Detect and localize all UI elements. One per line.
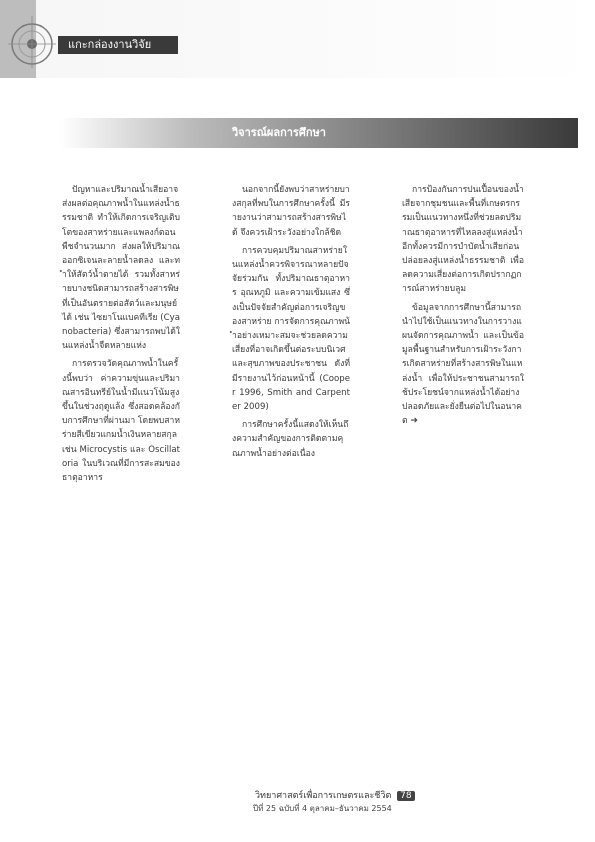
- paragraph: นอกจากนี้ยังพบว่าสาหร่ายบางสกุลที่พบในการศึกษาครั้งนี้ มีรายงานว่าสามารถสร้างสารพิษได้ จึงควรเฝ้าระวังอย่างใกล้ชิด: [232, 185, 350, 238]
- paragraph: การศึกษาครั้งนี้แสดงให้เห็นถึงความสำคัญของการติดตามคุณภาพน้ำอย่างต่อเนื่อง: [232, 420, 349, 459]
- page-number: 78: [397, 791, 414, 801]
- paragraph: การตรวจวัดคุณภาพน้ำในครั้งนี้พบว่า ค่าความขุ่นและปริมาณสารอินทรีย์ในน้ำมีแนวโน้มสูงขึ้นในช่วงฤดูแล้ง ซึ่งสอดคล้องกับการศึกษาที่ผ่านมา โดยพบสาหร่ายสีเขียวแกมน้ำเงินหลายสกุล เช่น Microcystis และ Oscillatoria ในบริเวณที่มีการสะสมของธาตุอาหาร: [62, 359, 180, 484]
- journal-line: [255, 788, 415, 802]
- paragraph: [402, 301, 524, 429]
- paragraph-text: ข้อมูลจากการศึกษานี้สามารถนำไปใช้เป็นแนวทางในการวางแผนจัดการคุณภาพน้ำ และเป็นข้อมูลพื้นฐานสำหรับการเฝ้าระวังการเกิดสาหร่ายที่สร้างสารพิษในแหล่งน้ำ เพื่อให้ประชาชนสามารถใช้ประโยชน์จากแหล่งน้ำได้อย่างปลอดภัยและยั่งยืนต่อไปในอนาคต: [402, 302, 524, 427]
- text-column-2: [232, 183, 350, 465]
- paragraph: การควบคุมปริมาณสาหร่ายในแหล่งน้ำควรพิจารณาหลายปัจจัยร่วมกัน ทั้งปริมาณธาตุอาหาร อุณหภูมิ และความเข้มแสง ซึ่งเป็นปัจจัยสำคัญต่อการเจริญของสาหร่าย การจัดการคุณภาพน้ำอย่างเหมาะสมจะช่วยลดความเสี่ยงที่อาจเกิดขึ้นต่อระบบนิเวศและสุขภาพของประชาชน ดังที่มีรายงานไว้ก่อนหน้านี้ (Cooper 1996, Smith and Carpenter 2009): [232, 245, 350, 413]
- text-column-1: [62, 183, 180, 489]
- emblem-icon: [6, 8, 58, 72]
- page-title: แกะกล่องงานวิจัย: [68, 38, 152, 51]
- issue-info: ปีที่ 25 ฉบับที่ 4 ตุลาคม–ธันวาคม 2554: [253, 804, 392, 813]
- journal-name: วิทยาศาสตร์เพื่อการเกษตรและชีวิต: [255, 791, 392, 801]
- paragraph: ปัญหาและปริมาณน้ำเสียอาจส่งผลต่อคุณภาพน้ำในแหล่งน้ำธรรมชาติ ทำให้เกิดการเจริญเติบโตของสาหร่ายและแพลงก์ตอนพืชจำนวนมาก ส่งผลให้ปริมาณออกซิเจนละลายน้ำลดลง และทำให้สัตว์น้ำตายได้ รวมทั้งสาหร่ายบางชนิดสามารถสร้างสารพิษที่เป็นอันตรายต่อสัตว์และมนุษย์ได้ เช่น ไซยาโนแบคทีเรีย (Cyanobacteria) ซึ่งสามารถพบได้ในแหล่งน้ำจืดหลายแห่ง: [62, 185, 180, 352]
- text-column-3: [402, 183, 524, 432]
- paragraph: การป้องกันการปนเปื้อนของน้ำเสียจากชุมชนและพื้นที่เกษตรกรรมเป็นแนวทางหนึ่งที่ช่วยลดปริมาณธาตุอาหารที่ไหลลงสู่แหล่งน้ำ อีกทั้งควรมีการบำบัดน้ำเสียก่อนปล่อยลงสู่แหล่งน้ำธรรมชาติ เพื่อลดความเสี่ยงต่อการเกิดปรากฏการณ์สาหร่ายบลูม: [402, 185, 524, 295]
- section-title: วิจารณ์ผลการศึกษา: [232, 126, 326, 139]
- arrow-right-icon: ➜: [410, 416, 418, 427]
